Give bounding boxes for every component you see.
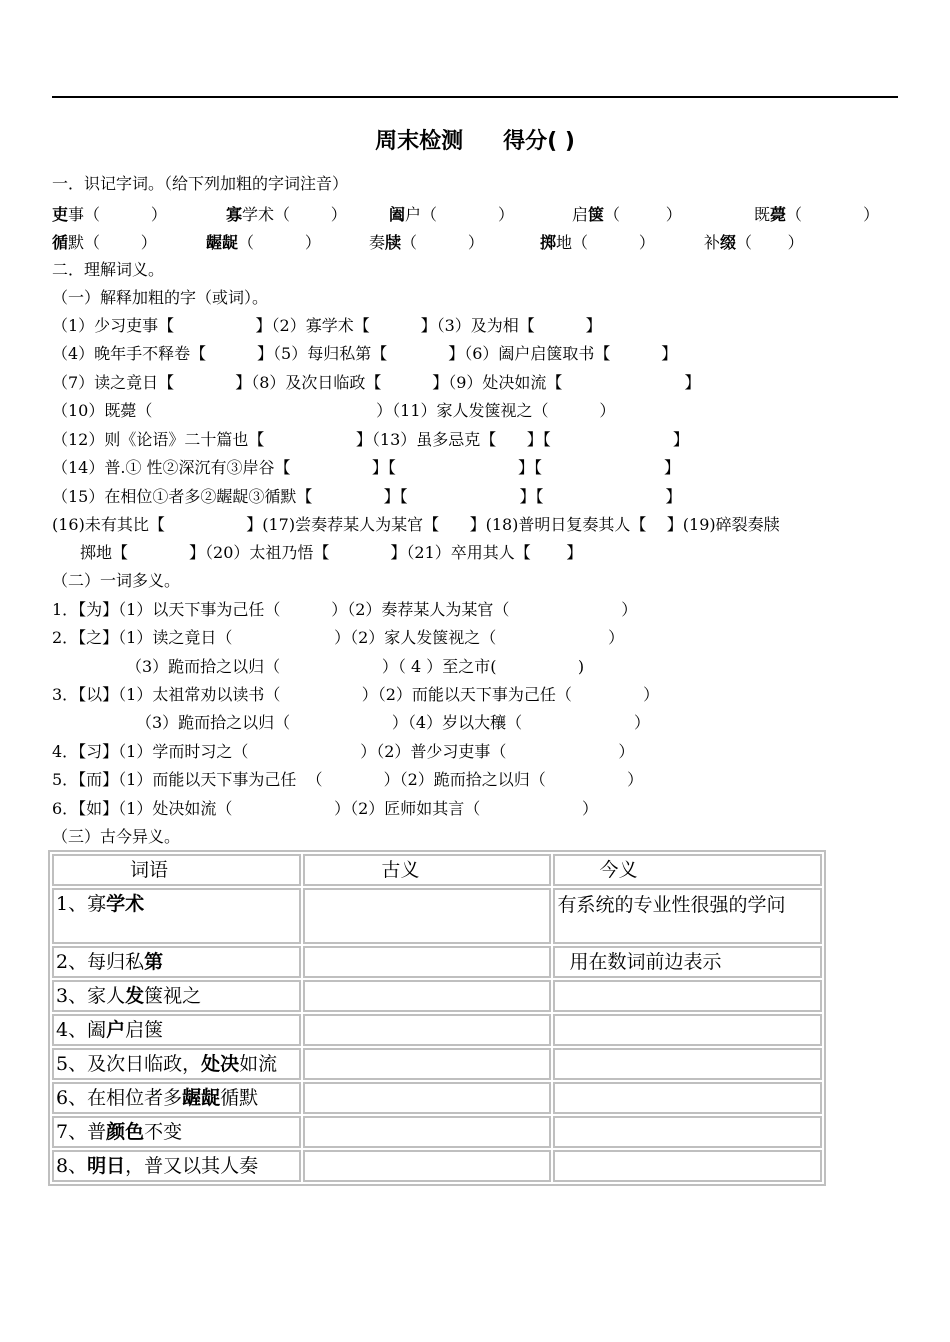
score-field: 得分( ) xyxy=(503,129,575,154)
exercise-line: （4）晚年手不释卷【 】（5）每归私第【 】（6）阖户启箧取书【 】 xyxy=(52,344,678,363)
word-cell: 2、每归私第 xyxy=(52,946,301,978)
pinyin-item: 吏事（ ） xyxy=(52,205,167,224)
exercise-line: 掷地【 】（20）太祖乃悟【 】（21）卒用其人【 】 xyxy=(80,543,583,562)
ancient-meaning-cell[interactable] xyxy=(303,1082,551,1114)
ancient-meaning-cell[interactable] xyxy=(303,1116,551,1148)
word-cell: 8、明日，普又以其人奏 xyxy=(52,1150,301,1182)
modern-meaning-cell[interactable] xyxy=(553,1150,822,1182)
table-row xyxy=(52,1116,822,1148)
pinyin-item: 补缀（ ） xyxy=(704,233,804,252)
table-row xyxy=(52,1014,822,1046)
modern-meaning-cell[interactable] xyxy=(553,1014,822,1046)
polysemy-line: 1．【为】（1）以天下事为己任（ ）（2）奏荐某人为某官（ ） xyxy=(52,600,638,619)
word-cell: 6、在相位者多龌龊循默 xyxy=(52,1082,301,1114)
word-cell: 1、寡学术 xyxy=(52,888,301,944)
table-row xyxy=(52,1048,822,1080)
word-cell: 5、及次日临政，处决如流 xyxy=(52,1048,301,1080)
modern-meaning-cell: 有系统的专业性很强的学问 xyxy=(553,888,822,944)
exercise-line: （12）则《论语》二十篇也【 】（13）虽多忌克【 】【 】 xyxy=(52,430,689,449)
subsection-heading: （二）一词多义。 xyxy=(52,571,181,590)
word-cell: 7、普颜色不变 xyxy=(52,1116,301,1148)
word-cell: 4、阖户启箧 xyxy=(52,1014,301,1046)
exercise-line: (16)未有其比【 】(17)尝奏荐某人为某官【 】(18)普明日复奏其人【 】(19)碎裂奏牍 xyxy=(52,515,780,534)
table-row xyxy=(52,1150,822,1182)
pinyin-item: 启箧（ ） xyxy=(572,205,682,224)
polysemy-line: 5．【而】（1）而能以天下事为己任 （ ）（2）跪而拾之以归（ ） xyxy=(52,770,644,789)
modern-meaning-cell[interactable] xyxy=(553,1048,822,1080)
ancient-meaning-cell[interactable] xyxy=(303,946,551,978)
modern-meaning-cell[interactable] xyxy=(553,1116,822,1148)
page-title xyxy=(0,124,950,155)
ancient-meaning-cell[interactable] xyxy=(303,1150,551,1182)
exercise-line: （14）普.① 性②深沉有③岸谷【 】【 】【 】 xyxy=(52,458,681,477)
ancient-meaning-cell[interactable] xyxy=(303,1014,551,1046)
header-cell: 词语 xyxy=(52,854,301,886)
header-cell: 古义 xyxy=(303,854,551,886)
word-cell: 3、家人发箧视之 xyxy=(52,980,301,1012)
pinyin-item: 既薨（ ） xyxy=(754,205,880,224)
polysemy-line: 4．【习】（1）学而时习之（ ）（2）普少习吏事（ ） xyxy=(52,742,635,761)
modern-meaning-cell: 用在数词前边表示 xyxy=(553,946,822,978)
polysemy-line: （3）跪而拾之以归（ ）（ 4 ）至之市( ) xyxy=(126,657,585,676)
table-row xyxy=(52,980,822,1012)
section1-heading: 一．识记字词。（给下列加粗的字词注音） xyxy=(52,174,349,193)
pinyin-item: 循默（ ） xyxy=(52,233,157,252)
pinyin-item: 寡学术（ ） xyxy=(226,205,347,224)
ancient-meaning-cell[interactable] xyxy=(303,1048,551,1080)
title-text: 周末检测 xyxy=(375,129,464,154)
pinyin-item: 阖户（ ） xyxy=(389,205,515,224)
section2-heading: 二．理解词义。 xyxy=(52,260,165,279)
exercise-line: （1）少习吏事【 】（2）寡学术【 】（3）及为相【 】 xyxy=(52,316,602,335)
polysemy-line: 2．【之】（1）读之竟日（ ）（2）家人发箧视之（ ） xyxy=(52,628,625,647)
table-header-row xyxy=(52,854,822,886)
polysemy-line: 6．【如】（1）处决如流（ ）（2）匠师如其言（ ） xyxy=(52,799,598,818)
header-cell: 今义 xyxy=(553,854,822,886)
table-row xyxy=(52,888,822,944)
ancient-meaning-cell[interactable] xyxy=(303,980,551,1012)
top-rule xyxy=(52,96,898,98)
polysemy-line: 3．【以】（1）太祖常劝以读书（ ）（2）而能以天下事为己任（ ） xyxy=(52,685,660,704)
pinyin-item: 奏牍（ ） xyxy=(369,233,484,252)
polysemy-line: （3）跪而拾之以归（ ）（4）岁以大穰（ ） xyxy=(136,713,650,732)
table-row xyxy=(52,1082,822,1114)
modern-meaning-cell[interactable] xyxy=(553,1082,822,1114)
modern-meaning-cell[interactable] xyxy=(553,980,822,1012)
pinyin-item: 龌龊（ ） xyxy=(206,233,321,252)
exercise-line: （7）读之竟日【 】（8）及次日临政【 】（9）处决如流【 】 xyxy=(52,373,701,392)
ancient-meaning-cell[interactable] xyxy=(303,888,551,944)
pinyin-item: 掷地（ ） xyxy=(540,233,655,252)
subsection-heading: （一）解释加粗的字（或词）。 xyxy=(52,288,269,307)
table-row xyxy=(52,946,822,978)
subsection-heading: （三）古今异义。 xyxy=(52,827,181,846)
meaning-table xyxy=(48,850,826,1186)
exercise-line: （15）在相位①者多②龌龊③循默【 】【 】【 】 xyxy=(52,487,682,506)
exercise-line: （10）既薨（ ）（11）家人发箧视之（ ） xyxy=(52,401,616,420)
